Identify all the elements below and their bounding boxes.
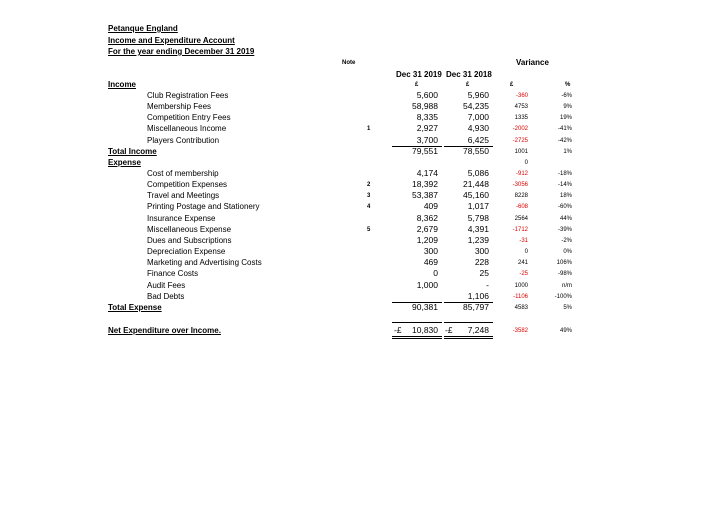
net-double-line-2018-a xyxy=(444,336,493,337)
line-item-2018: 1,017 xyxy=(467,201,489,212)
line-item-2019: 8,335 xyxy=(416,112,438,123)
net-double-line-2019-a xyxy=(392,336,442,337)
line-item-2018: 6,425 xyxy=(467,134,489,145)
line-item-2019: 409 xyxy=(423,201,438,212)
net-top-line-2018 xyxy=(444,322,493,323)
line-item-percent: 106% xyxy=(556,260,572,267)
total-expense-2018: 85,797 xyxy=(463,302,489,312)
line-item-percent: 19% xyxy=(559,115,572,122)
line-item-variance: -608 xyxy=(515,204,528,211)
line-item-percent: -60% xyxy=(557,204,572,211)
year-2018-header: Dec 31 2018 xyxy=(446,70,492,79)
line-item-label: Competition Entry Fees xyxy=(147,113,231,123)
expense-heading: Expense xyxy=(108,158,141,167)
currency-variance: £ xyxy=(510,82,514,88)
line-item-variance: 1000 xyxy=(514,282,528,289)
net-currency-2018: -£ xyxy=(445,325,453,335)
total-income-2019: 79,551 xyxy=(412,146,438,156)
net-percent: 49% xyxy=(559,328,572,334)
total-expense-2019: 90,381 xyxy=(412,302,438,312)
line-item-percent: -41% xyxy=(557,126,572,133)
line-item-variance: 0 xyxy=(524,249,528,256)
line-item-variance: -360 xyxy=(515,93,528,99)
line-item-2018: 4,930 xyxy=(467,123,489,134)
line-item-label: Marketing and Advertising Costs xyxy=(147,258,262,268)
line-item-note: 1 xyxy=(367,126,371,133)
line-item-percent: -42% xyxy=(557,137,572,144)
line-item-variance: 2564 xyxy=(514,215,528,222)
line-item-2018: - xyxy=(486,279,489,290)
net-currency-2019: -£ xyxy=(394,325,402,335)
total-expense-percent: 5% xyxy=(563,305,572,311)
total-income-label: Total Income xyxy=(108,147,157,156)
line-item-2019: 3,700 xyxy=(416,134,438,145)
line-item-2018: 300 xyxy=(474,246,489,257)
net-value-2019: 10,830 xyxy=(412,325,438,335)
line-item-2018: 5,960 xyxy=(467,90,489,100)
line-item-label: Bad Debts xyxy=(147,291,185,301)
net-double-line-2018-b xyxy=(444,338,493,339)
line-item-2019: 18,392 xyxy=(412,179,438,190)
line-item-2019: 0 xyxy=(433,268,438,279)
total-income-variance: 1001 xyxy=(514,149,528,155)
line-item-percent: -100% xyxy=(554,293,572,300)
line-item-label: Players Contribution xyxy=(147,135,220,145)
line-item-variance: -2725 xyxy=(512,137,528,144)
line-item-variance: -25 xyxy=(519,271,528,278)
line-item-2018: 7,000 xyxy=(467,112,489,123)
line-item-variance: -1106 xyxy=(513,293,528,300)
line-item-variance: -3056 xyxy=(512,182,528,189)
line-item-label: Audit Fees xyxy=(147,280,186,290)
org-name: Petanque England xyxy=(108,24,178,33)
line-item-label: Depreciation Expense xyxy=(147,247,226,257)
expense-heading-variance: 0 xyxy=(524,160,528,166)
line-item-note: 3 xyxy=(367,193,371,200)
line-item-label: Finance Costs xyxy=(147,269,199,279)
line-item-variance: 8228 xyxy=(514,193,528,200)
line-item-variance: -2002 xyxy=(512,126,528,133)
year-2019-header: Dec 31 2019 xyxy=(396,70,442,79)
line-item-percent: 44% xyxy=(559,215,572,222)
line-item-2019: 1,000 xyxy=(416,279,438,290)
line-item-label: Membership Fees xyxy=(147,102,212,112)
line-item-label: Insurance Expense xyxy=(147,213,216,223)
line-item-variance: 1335 xyxy=(514,115,528,122)
line-item-label: Dues and Subscriptions xyxy=(147,235,232,245)
statement-period: For the year ending December 31 2019 xyxy=(108,47,255,56)
line-item-percent: -18% xyxy=(557,171,572,177)
net-top-line-2019 xyxy=(392,322,442,323)
line-item-percent: 0% xyxy=(563,249,572,256)
line-item-2019: 300 xyxy=(423,246,438,257)
line-item-2018: 5,086 xyxy=(467,168,489,178)
line-item-2018: 1,106 xyxy=(467,290,489,301)
net-double-line-2019-b xyxy=(392,338,442,339)
total-expense-variance: 4583 xyxy=(514,305,528,311)
line-item-percent: -98% xyxy=(557,271,572,278)
line-item-label: Miscellaneous Expense xyxy=(147,224,232,234)
line-item-2019: 1,209 xyxy=(416,234,438,245)
line-item-2018: 4,391 xyxy=(467,223,489,234)
total-income-2018: 78,550 xyxy=(463,146,489,156)
line-item-percent: -6% xyxy=(561,93,572,99)
line-item-2018: 5,798 xyxy=(467,212,489,223)
total-income-percent: 1% xyxy=(563,149,572,155)
line-item-note: 5 xyxy=(367,226,371,233)
line-item-2019: 2,927 xyxy=(416,123,438,134)
line-item-2019: 2,679 xyxy=(416,223,438,234)
line-item-variance: -1712 xyxy=(512,226,528,233)
line-item-variance: 4753 xyxy=(514,104,528,111)
currency-2018: £ xyxy=(466,82,470,88)
currency-2019: £ xyxy=(415,82,419,88)
line-item-percent: 18% xyxy=(559,193,572,200)
line-item-2019: 5,600 xyxy=(416,90,438,100)
line-item-2018: 228 xyxy=(474,257,489,268)
line-item-note: 2 xyxy=(367,182,371,189)
line-item-2018: 21,448 xyxy=(463,179,489,190)
net-expenditure-label: Net Expenditure over Income. xyxy=(108,326,221,335)
line-item-2019: 469 xyxy=(423,257,438,268)
line-item-2018: 45,160 xyxy=(463,190,489,201)
line-item-percent: 9% xyxy=(563,104,572,111)
variance-column-header: Variance xyxy=(516,58,549,67)
line-item-2019: 53,387 xyxy=(412,190,438,201)
line-item-label: Competition Expenses xyxy=(147,180,228,190)
line-item-2018: 54,235 xyxy=(463,101,489,112)
net-value-2018: 7,248 xyxy=(467,325,489,335)
net-variance: -3582 xyxy=(512,328,528,334)
line-item-2019: 4,174 xyxy=(416,168,438,178)
line-item-2019: 8,362 xyxy=(416,212,438,223)
line-item-percent: -39% xyxy=(557,226,572,233)
line-item-label: Cost of membership xyxy=(147,169,219,178)
line-item-2018: 1,239 xyxy=(467,234,489,245)
line-item-label: Miscellaneous Income xyxy=(147,124,227,134)
line-item-percent: n/m xyxy=(561,282,572,289)
line-item-label: Travel and Meetings xyxy=(147,191,220,201)
line-item-variance: 241 xyxy=(517,260,528,267)
line-item-2019: 58,988 xyxy=(412,101,438,112)
note-column-header: Note xyxy=(342,60,356,66)
total-expense-label: Total Expense xyxy=(108,303,162,312)
line-item-label: Printing Postage and Stationery xyxy=(147,202,260,212)
statement-title: Income and Expenditure Account xyxy=(108,36,235,45)
percent-header: % xyxy=(565,82,571,88)
income-heading: Income xyxy=(108,80,137,89)
line-item-2018: 25 xyxy=(479,268,489,279)
line-item-label: Club Registration Fees xyxy=(147,91,229,100)
line-item-percent: -2% xyxy=(561,237,572,244)
line-item-percent: -14% xyxy=(557,182,572,189)
line-item-variance: -31 xyxy=(519,237,528,244)
line-item-note: 4 xyxy=(367,204,371,211)
line-item-variance: -912 xyxy=(515,171,528,177)
